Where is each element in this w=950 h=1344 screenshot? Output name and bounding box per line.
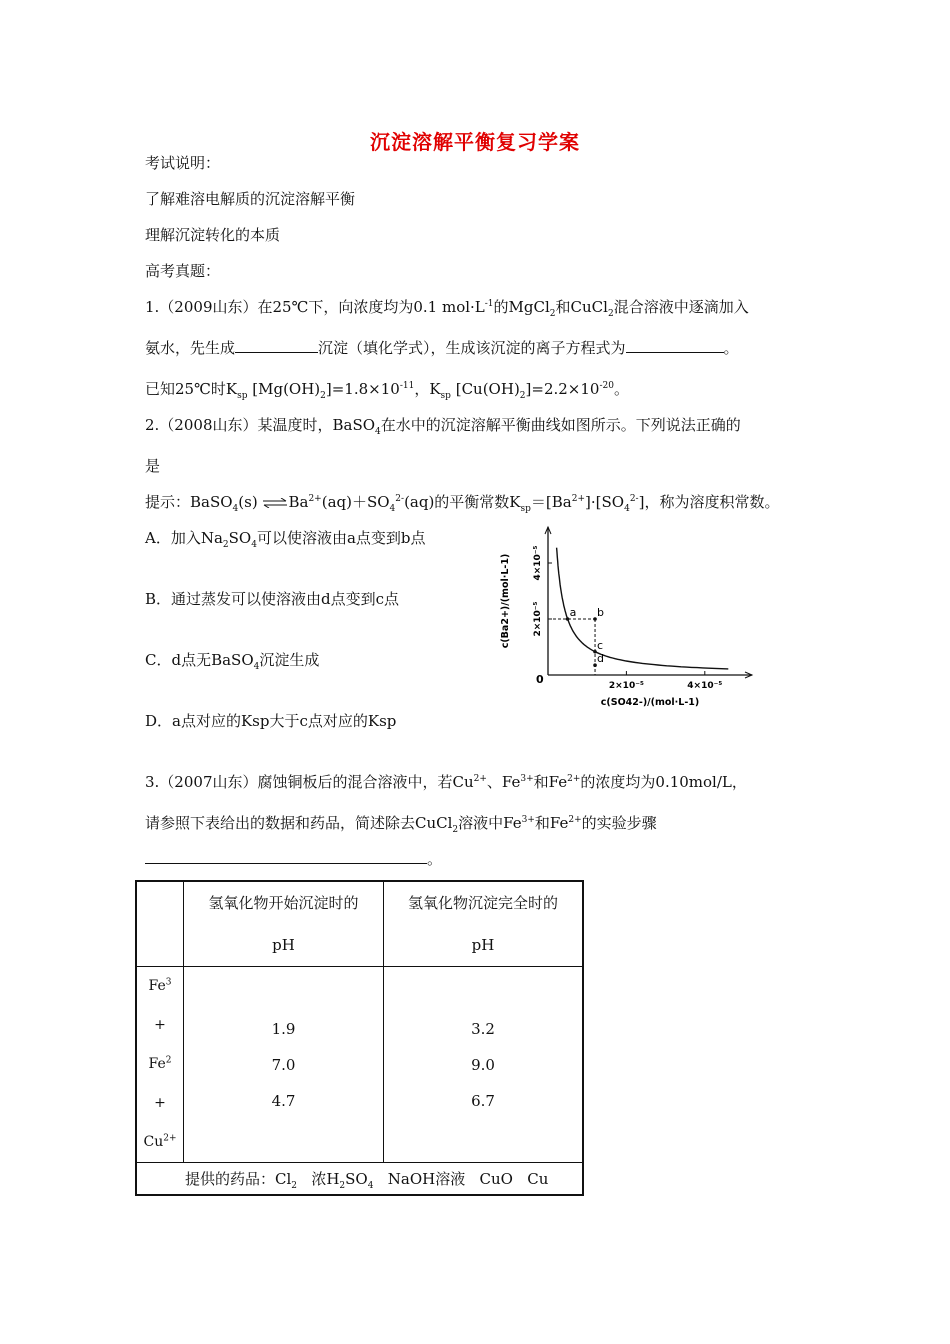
x-tick-label: 4×10⁻⁵ xyxy=(687,681,723,691)
q1-line3: 已知25℃时$K_{sp}$ $[Mg(OH)_2]=1.8\times 10^{-11}$，$K_{sp}$ $[Cu(OH)_2]=2.2\times 10^{-20}$。 xyxy=(145,380,629,401)
point-label-c: c xyxy=(597,638,604,652)
exam-questions-heading: 高考真题： xyxy=(145,262,221,280)
origin-label: 0 xyxy=(536,673,544,686)
page-title: 沉淀溶解平衡复习学案 xyxy=(370,130,580,154)
table-cell: 6.7 xyxy=(471,1091,495,1110)
q2-hint: 提示：BaSO$_4$(s) $Ba^{2+}(aq)+SO_4^{2-}(aq)$的平衡常数$K_{sp}=[Ba^{2+}]\cdot[SO_4^{2-}]$，称为溶度积常数。 xyxy=(145,493,780,514)
answer-blank-1[interactable] xyxy=(235,338,318,353)
q2-line2: 是 xyxy=(145,457,161,475)
reagents-row: 提供的药品：$Cl_2$ 浓$H_2SO_4$ NaOH溶液 CuO Cu xyxy=(136,1163,583,1196)
point-label-b: b xyxy=(597,606,605,619)
q2-option-b: B．通过蒸发可以使溶液由d点变到c点 xyxy=(145,590,400,608)
header-complete-precipitation: 氢氧化物沉淀完全时的 pH xyxy=(384,881,584,967)
exam-note-2: 理解沉淀转化的本质 xyxy=(145,226,281,244)
q2-option-d: D．a点对应的Ksp大于c点对应的Ksp xyxy=(145,712,397,730)
equilibrium-arrow-icon xyxy=(262,498,288,508)
hydroxide-ph-table xyxy=(135,880,584,1196)
x-axis-label: c(SO42-)/(mol·L-1) xyxy=(600,697,700,708)
solubility-curve-chart xyxy=(490,515,790,710)
table-cell: 7.0 xyxy=(271,1055,296,1074)
table-corner-cell xyxy=(136,881,184,967)
q1-line2: 氨水，先生成 沉淀（填化学式），生成该沉淀的离子方程式为 。 xyxy=(145,339,739,357)
q3-line2: 请参照下表给出的数据和药品，简述除去CuCl$_2$溶液中$Fe^{3+}$和$Fe^{2+}$的实验步骤 xyxy=(145,814,657,835)
exam-notes-heading: 考试说明： xyxy=(145,154,221,172)
y-tick-label: 2×10⁻⁵ xyxy=(533,601,543,637)
exam-note-1: 了解难溶电解质的沉淀溶解平衡 xyxy=(145,190,356,208)
start-ph-values xyxy=(184,967,384,1163)
q1-line1: 1.（2009山东）在25℃下，向浓度均为0.1 $mol\cdot L^{-1}$的MgCl$_2$和CuCl$_2$混合溶液中逐滴加入 xyxy=(145,298,749,319)
y-tick-label: 4×10⁻⁵ xyxy=(533,545,543,581)
table-cell: 4.7 xyxy=(271,1091,296,1110)
table-cell: 1.9 xyxy=(271,1019,296,1038)
point-label-d: d xyxy=(597,652,605,666)
q2-line1: 2.（2008山东）某温度时，BaSO$_4$在水中的沉淀溶解平衡曲线如图所示。下列说法正确的 xyxy=(145,416,741,437)
complete-ph-values xyxy=(384,967,584,1163)
x-tick-label: 2×10⁻⁵ xyxy=(608,681,644,691)
ion-label-cell: $Fe^3$ + $Fe^2$ + $Cu^{2+}$ xyxy=(136,967,184,1163)
solubility-curve xyxy=(557,548,729,669)
q3-line1: 3.（2007山东）腐蚀铜板后的混合溶液中，若$Cu^{2+}$、$Fe^{3+}$和$Fe^{2+}$的浓度均为0.10mol/L， xyxy=(145,773,747,791)
answer-blank-2[interactable] xyxy=(626,338,724,353)
header-start-precipitation: 氢氧化物开始沉淀时的 pH xyxy=(184,881,384,967)
answer-blank-3[interactable] xyxy=(145,849,427,864)
table-cell: 3.2 xyxy=(471,1019,495,1038)
q2-option-c: C．d点无BaSO$_4$沉淀生成 xyxy=(145,651,320,672)
q2-option-a: A．加入$Na_2SO_4$可以使溶液由a点变到b点 xyxy=(145,529,426,550)
y-axis-label: c(Ba2+)/(mol·L-1) xyxy=(500,553,511,649)
chart-axes xyxy=(500,527,752,708)
table-cell: 9.0 xyxy=(471,1055,495,1074)
point-label-a: a xyxy=(569,606,577,619)
q3-line3: 。 xyxy=(145,849,442,869)
